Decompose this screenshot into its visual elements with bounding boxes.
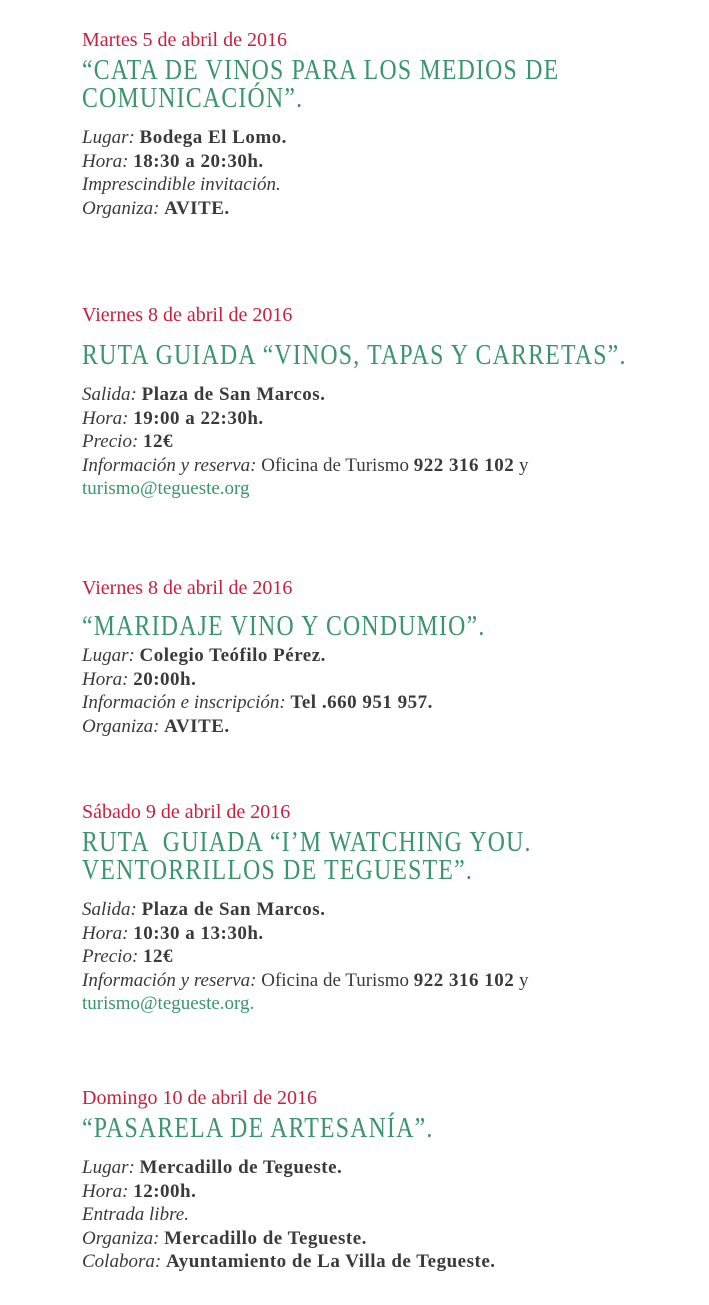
event-date: Sábado 9 de abril de 2016	[82, 801, 291, 823]
event-title	[82, 612, 574, 640]
detail-organiza: Organiza: AVITE.	[82, 197, 230, 219]
title-line: COMUNICACIÓN”.	[82, 82, 304, 114]
detail-hora: Hora: 19:00 a 22:30h.	[82, 407, 264, 429]
detail-hora: Hora: 12:00h.	[82, 1180, 197, 1202]
detail-lugar: Lugar: Bodega El Lomo.	[82, 127, 287, 148]
event-5	[82, 1086, 682, 1274]
event-2	[82, 303, 682, 501]
title-line: “MARIDAJE VINO Y CONDUMIO”.	[82, 610, 486, 642]
event-date: Domingo 10 de abril de 2016	[82, 1087, 317, 1109]
event-title	[82, 56, 574, 112]
detail-salida: Salida: Plaza de San Marcos.	[82, 899, 326, 920]
detail-info: Información e inscripción: Tel .660 951 957.	[82, 692, 433, 713]
detail-lugar: Lugar: Mercadillo de Tegueste.	[82, 1157, 343, 1178]
detail-email	[82, 477, 682, 501]
detail-organiza: Organiza: AVITE.	[82, 715, 230, 737]
event-title	[82, 339, 627, 371]
detail-hora: Hora: 20:00h.	[82, 668, 197, 690]
event-4	[82, 800, 682, 1016]
detail-info: Información y reserva: Oficina de Turismo 922 316 102 y	[82, 969, 529, 991]
detail-hora: Hora: 18:30 a 20:30h.	[82, 150, 264, 172]
detail-info: Información y reserva: Oficina de Turismo 922 316 102 y	[82, 454, 529, 476]
detail-colabora: Colabora: Ayuntamiento de La Villa de Tegueste.	[82, 1251, 496, 1272]
detail-note: Imprescindible invitación.	[82, 174, 281, 195]
event-title	[82, 1114, 574, 1142]
title-line: VENTORRILLOS DE TEGUESTE”.	[82, 854, 474, 886]
title-line: “CATA DE VINOS PARA LOS MEDIOS DE	[82, 54, 560, 86]
title-line: RUTA GUIADA “I’M WATCHING YOU.	[82, 826, 532, 858]
email-link[interactable]: turismo@tegueste.org.	[82, 993, 255, 1014]
detail-salida: Salida: Plaza de San Marcos.	[82, 384, 326, 405]
detail-organiza: Organiza: Mercadillo de Tegueste.	[82, 1227, 367, 1249]
event-date: Viernes 8 de abril de 2016	[82, 577, 293, 599]
detail-note: Entrada libre.	[82, 1204, 189, 1225]
title-line: “PASARELA DE ARTESANÍA”.	[82, 1112, 434, 1144]
event-1	[82, 28, 682, 220]
detail-hora: Hora: 10:30 a 13:30h.	[82, 922, 264, 944]
detail-precio: Precio: 12€	[82, 431, 174, 452]
detail-email	[82, 992, 682, 1016]
title-line: RUTA GUIADA “VINOS, TAPAS Y CARRETAS”.	[82, 339, 627, 371]
detail-lugar: Lugar: Colegio Teófilo Pérez.	[82, 645, 326, 666]
event-date: Martes 5 de abril de 2016	[82, 29, 287, 51]
event-title	[82, 828, 574, 884]
event-3	[82, 576, 682, 738]
event-date: Viernes 8 de abril de 2016	[82, 304, 293, 326]
email-link[interactable]: turismo@tegueste.org	[82, 478, 250, 499]
detail-precio: Precio: 12€	[82, 946, 174, 967]
